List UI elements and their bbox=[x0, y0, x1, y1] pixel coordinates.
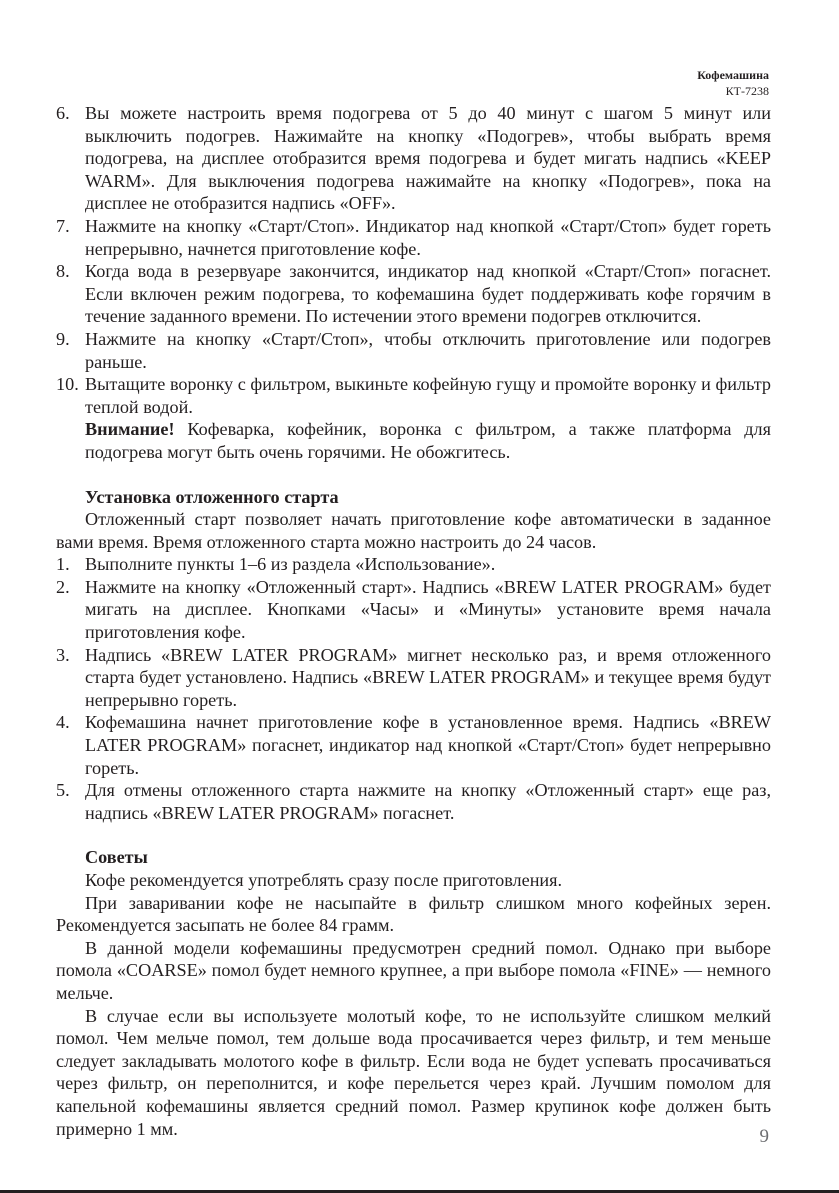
warning-note bbox=[56, 418, 771, 463]
model-number: КТ-7238 bbox=[725, 84, 769, 98]
tips-paragraph: В данной модели кофемашины предусмотрен средний помол. Однако при выборе помола «COARSE» помол будет немного крупнее, а при выборе помола «FINE» — немного мельче. bbox=[56, 937, 771, 1003]
section-title-tips: Советы bbox=[85, 847, 148, 868]
item-number: 10. bbox=[56, 374, 79, 395]
item-text: Когда вода в резервуаре закончится, индикатор над кнопкой «Старт/Стоп» погаснет. Если включен режим подогрева, то кофемашина будет поддерживать кофе горячим в течение заданного времени. По истечении этого времени подогрев отключится. bbox=[85, 261, 771, 327]
list-item bbox=[56, 215, 771, 260]
tips-paragraph: Кофе рекомендуется употреблять сразу после приготовления. bbox=[85, 870, 563, 890]
item-number: 6. bbox=[56, 103, 70, 123]
page-header bbox=[697, 67, 769, 99]
item-text: Для отмены отложенного старта нажмите на кнопку «Отложенный старт» еще раз, надпись «BREW LATER PROGRAM» погаснет. bbox=[85, 780, 771, 823]
list-item bbox=[56, 102, 771, 215]
item-number: 3. bbox=[56, 644, 70, 665]
delayed-start-intro: Отложенный старт позволяет начать приготовление кофе автоматически в заданное вами время. Время отложенного старта можно настроить до 24 часов. bbox=[56, 509, 771, 552]
item-text: Нажмите на кнопку «Старт/Стоп». Индикатор над кнопкой «Старт/Стоп» будет гореть непрерывно, начнется приготовление кофе. bbox=[85, 215, 771, 259]
list-item bbox=[56, 373, 771, 418]
page-content bbox=[56, 102, 771, 1140]
list-item bbox=[56, 576, 771, 644]
tips-paragraph: В случае если вы используете молотый кофе, то не используйте слишком мелкий помол. Чем мельче помол, тем дольше вода просачивается через фильтр, и тем меньше следует закладывать молотого кофе в фильтр. Если вода не будет успевать просачиваться через фильтр, он переполнится, и кофе перельется через край. Лучшим помолом для капельной кофемашины является средний помол. Размер крупинок кофе должен быть примерно 1 мм. bbox=[56, 1005, 771, 1139]
tips-paragraph: При заваривании кофе не насыпайте в фильтр слишком много кофейных зерен. Рекомендуется засыпать не более 84 грамм. bbox=[56, 892, 771, 936]
section-title-delayed-start: Установка отложенного старта bbox=[85, 486, 339, 507]
list-item bbox=[56, 779, 771, 824]
product-name: Кофемашина bbox=[697, 68, 769, 82]
item-text: Нажмите на кнопку «Старт/Стоп», чтобы отключить приготовление или подогрев раньше. bbox=[85, 328, 771, 372]
item-text: Надпись «BREW LATER PROGRAM» мигнет несколько раз, и время отложенного старта будет установлено. Надпись «BREW LATER PROGRAM» и текущее время будут непрерывно гореть. bbox=[85, 644, 771, 710]
item-text: Кофемашина начнет приготовление кофе в установленное время. Надпись «BREW LATER PROGRAM» погаснет, индикатор над кнопкой «Старт/Стоп» будет непрерывно гореть. bbox=[85, 712, 771, 778]
item-number: 1. bbox=[56, 554, 70, 575]
item-text: Вы можете настроить время подогрева от 5 до 40 минут с шагом 5 минут или выключить подогрев. Нажимайте на кнопку «Подогрев», чтобы выбрать время подогрева, на дисплее отобразится время подогрева и будет мигать надпись «KEEP WARM». Для выключения подогрева нажимайте на кнопку «Подогрев», пока на дисплее не отобразится надпись «OFF». bbox=[85, 103, 771, 214]
list-item bbox=[56, 644, 771, 712]
item-number: 5. bbox=[56, 780, 70, 801]
list-item bbox=[56, 711, 771, 779]
item-number: 9. bbox=[56, 328, 70, 349]
warning-label: Внимание! bbox=[85, 419, 175, 440]
item-number: 8. bbox=[56, 261, 70, 282]
warning-text: Кофеварка, кофейник, воронка с фильтром, а также платформа для подогрева могут быть очень горячими. Не обожгитесь. bbox=[85, 419, 771, 462]
list-item bbox=[56, 553, 771, 576]
item-text: Вытащите воронку с фильтром, выкиньте кофейную гущу и промойте воронку и фильтр теплой водой. bbox=[85, 374, 771, 417]
item-text: Выполните пункты 1–6 из раздела «Использование». bbox=[85, 554, 496, 575]
item-number: 7. bbox=[56, 215, 70, 236]
item-number: 4. bbox=[56, 712, 70, 733]
item-number: 2. bbox=[56, 576, 70, 597]
list-item bbox=[56, 328, 771, 373]
page-number: 9 bbox=[759, 1126, 769, 1147]
item-text: Нажмите на кнопку «Отложенный старт». Надпись «BREW LATER PROGRAM» будет мигать на дисплее. Кнопками «Часы» и «Минуты» установите время начала приготовления кофе. bbox=[85, 576, 771, 643]
list-item bbox=[56, 260, 771, 328]
